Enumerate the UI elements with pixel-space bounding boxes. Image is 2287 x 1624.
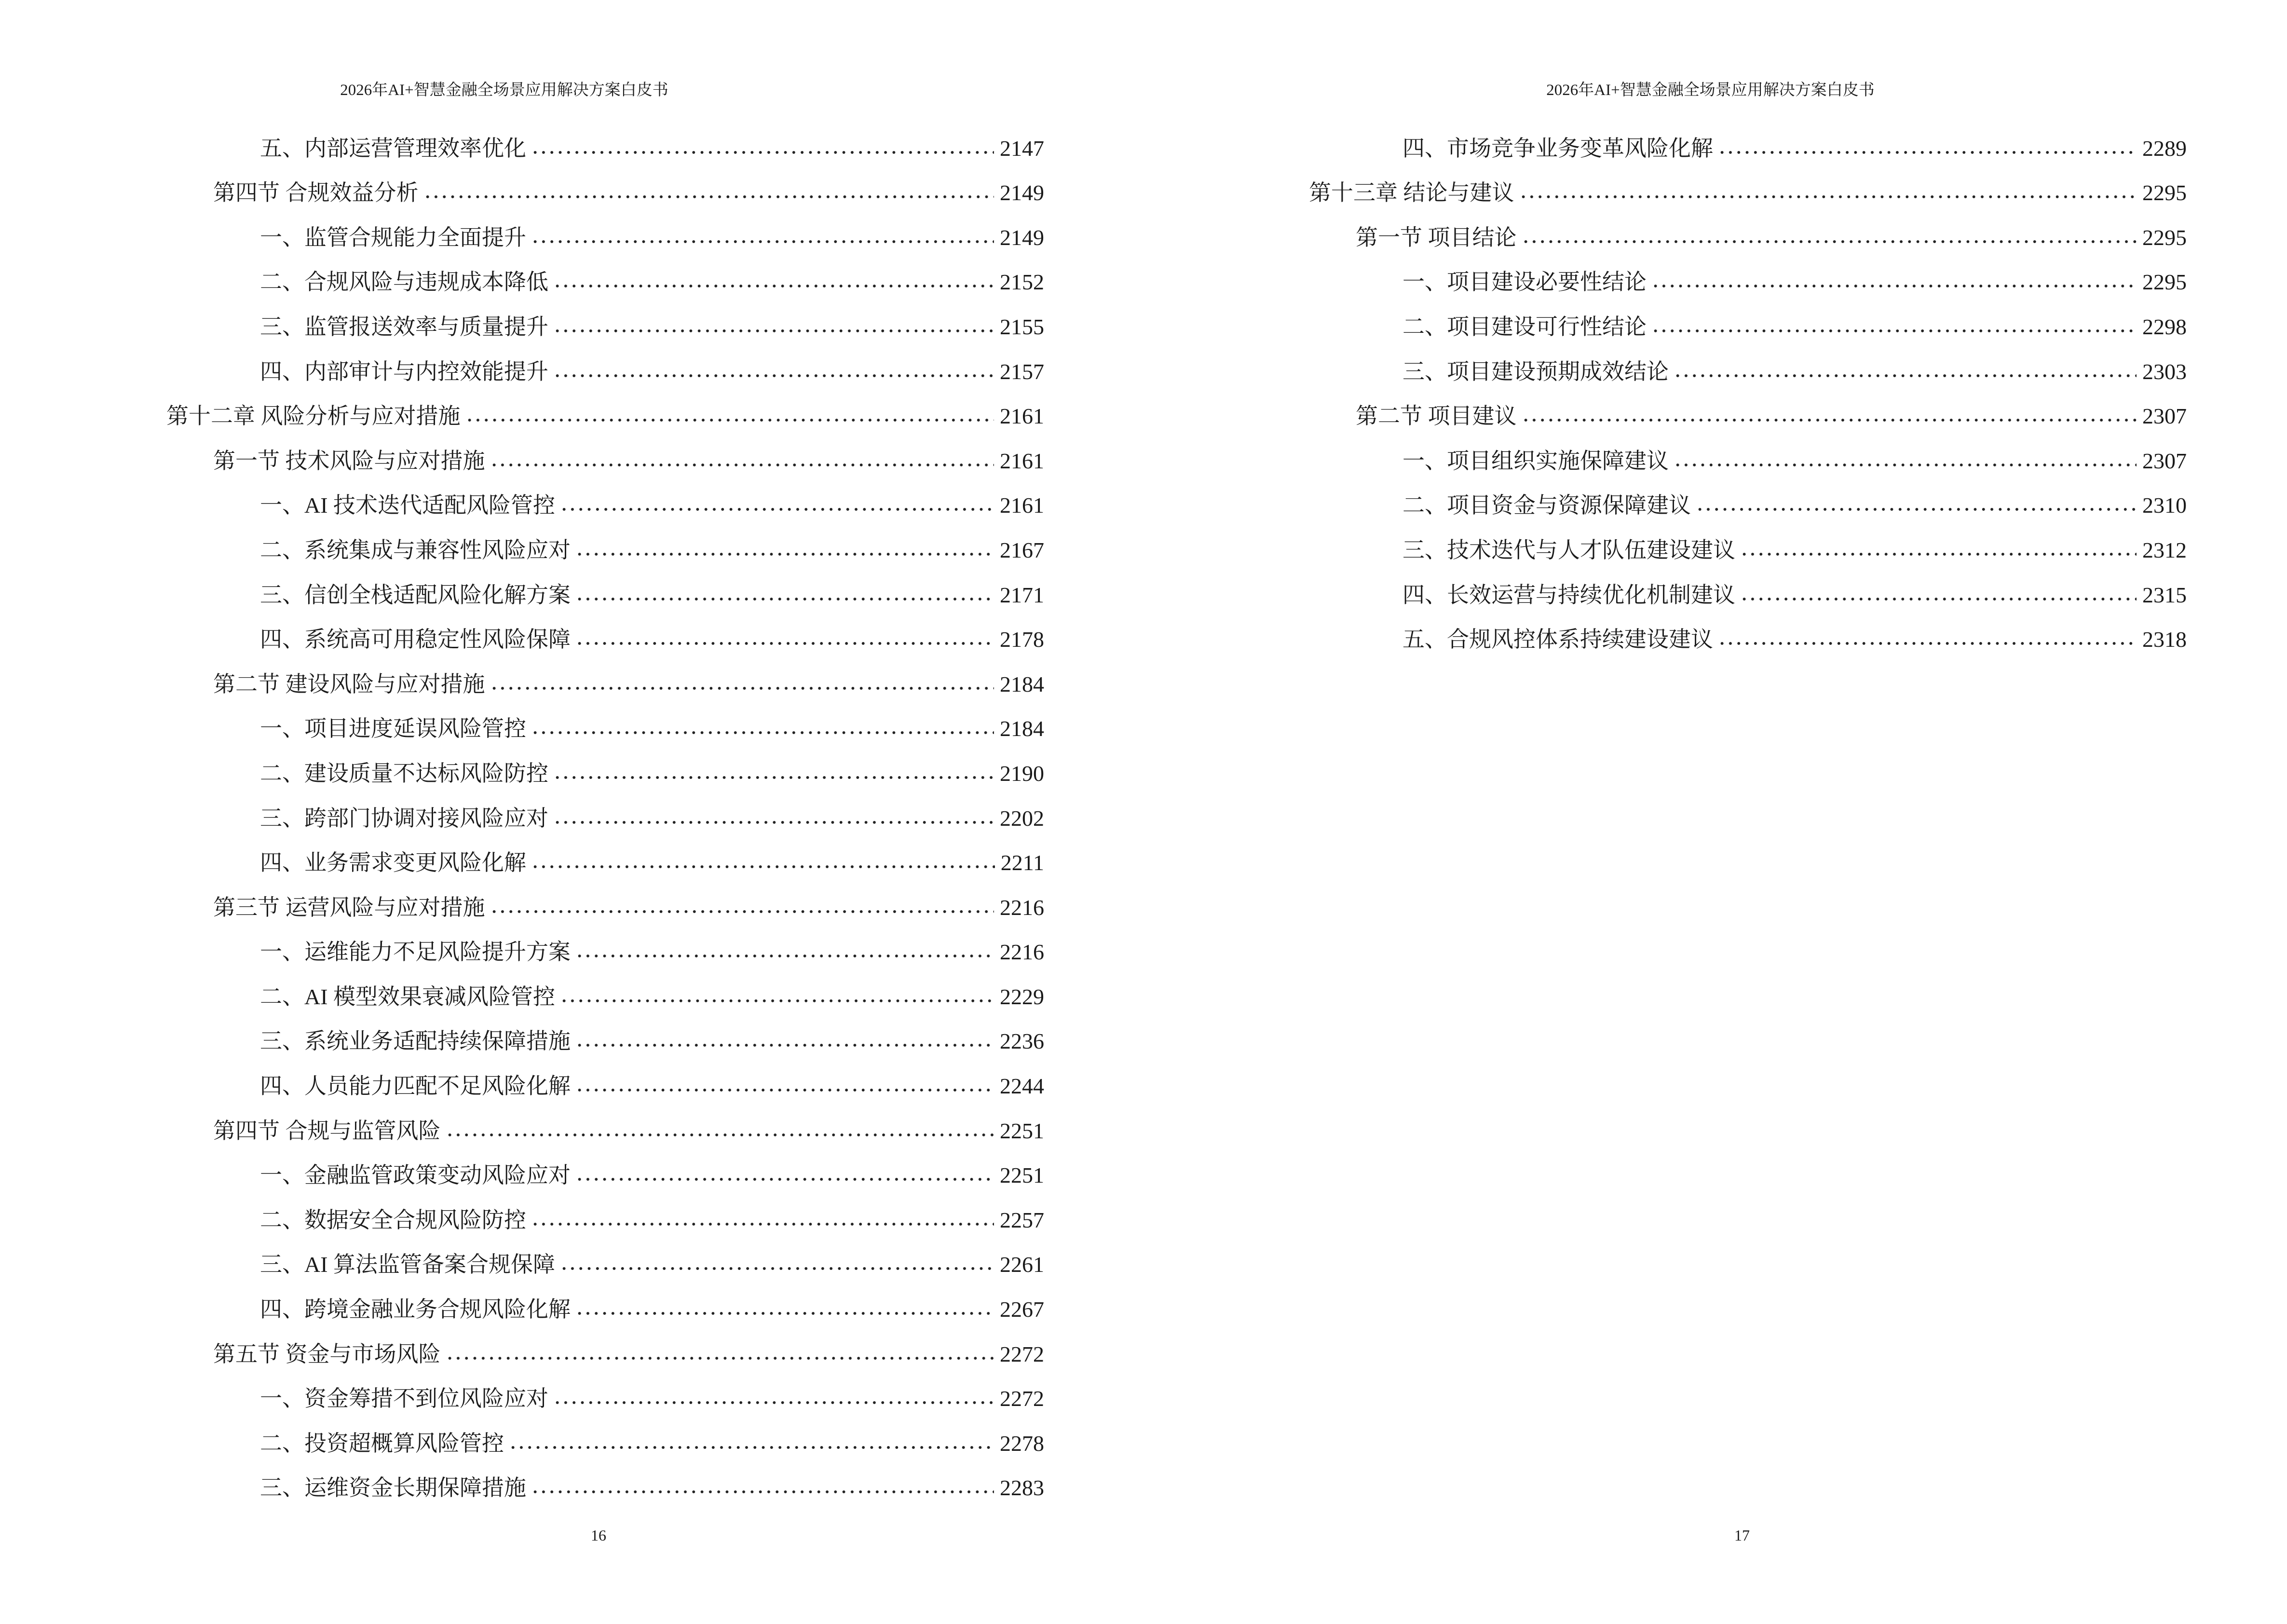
- toc-entry-title: 一、监管合规能力全面提升: [260, 225, 526, 250]
- toc-entry[interactable]: [166, 252, 1044, 297]
- toc-entry[interactable]: [166, 1458, 1044, 1503]
- toc-entry-title: 五、内部运营管理效率优化: [260, 136, 526, 161]
- dot-leader: [575, 1085, 994, 1095]
- toc-entry-page: 2251: [1000, 1163, 1044, 1188]
- toc-entry-title: 一、项目组织实施保障建议: [1402, 448, 1669, 473]
- toc-entry-title: 第十三章 结论与建议: [1309, 180, 1514, 205]
- toc-entry-page: 2216: [1000, 940, 1044, 965]
- toc-entry-page: 2244: [1000, 1074, 1044, 1099]
- dot-leader: [1674, 371, 2137, 381]
- toc-entry-page: 2149: [1000, 180, 1044, 205]
- toc-entry-title: 二、AI 模型效果衰减风险管控: [260, 984, 556, 1009]
- toc-entry-page: 2267: [1000, 1297, 1044, 1322]
- page-header-title: 2026年AI+智慧金融全场景应用解决方案白皮书: [1546, 82, 1875, 99]
- toc-entry[interactable]: [166, 386, 1044, 431]
- toc-entry-title: 二、数据安全合规风险防控: [260, 1207, 526, 1232]
- toc-entry-title: 二、建设质量不达标风险防控: [260, 761, 548, 786]
- toc-list: [166, 118, 1044, 1502]
- dot-leader: [1651, 326, 2137, 336]
- toc-entry-page: 2178: [1000, 627, 1044, 652]
- toc-entry-title: 三、技术迭代与人才队伍建设建议: [1402, 537, 1735, 562]
- toc-entry-page: 2261: [1000, 1252, 1044, 1277]
- toc-entry-page: 2147: [1000, 136, 1044, 161]
- dot-leader: [531, 237, 994, 246]
- page-number: 16: [591, 1527, 606, 1544]
- toc-entry[interactable]: [166, 922, 1044, 967]
- toc-entry-page: 2216: [1000, 895, 1044, 920]
- dot-leader: [490, 460, 994, 470]
- dot-leader: [1740, 594, 2137, 604]
- toc-entry[interactable]: [1309, 252, 2187, 297]
- toc-entry[interactable]: [166, 1011, 1044, 1056]
- toc-entry-title: 五、合规风控体系持续建设建议: [1402, 627, 1713, 652]
- dot-leader: [531, 1487, 994, 1497]
- toc-entry-title: 三、运维资金长期保障措施: [260, 1475, 526, 1501]
- toc-entry-title: 四、人员能力匹配不足风险化解: [260, 1074, 571, 1099]
- toc-entry-page: 2171: [1000, 582, 1044, 607]
- toc-entry[interactable]: [1309, 476, 2187, 520]
- toc-entry[interactable]: [166, 520, 1044, 565]
- toc-entry[interactable]: [166, 1190, 1044, 1235]
- toc-entry[interactable]: [1309, 610, 2187, 655]
- toc-entry[interactable]: [166, 1413, 1044, 1458]
- dot-leader: [446, 1353, 994, 1363]
- dot-leader: [1522, 415, 2137, 425]
- toc-entry[interactable]: [166, 877, 1044, 922]
- toc-entry[interactable]: [166, 1279, 1044, 1324]
- toc-entry-title: 四、业务需求变更风险化解: [260, 850, 526, 875]
- toc-entry[interactable]: [166, 788, 1044, 833]
- dot-leader: [553, 371, 994, 381]
- toc-entry-title: 第四节 合规与监管风险: [213, 1118, 441, 1143]
- dot-leader: [531, 148, 994, 157]
- toc-entry-page: 2315: [2142, 582, 2187, 607]
- toc-entry-page: 2184: [1000, 671, 1044, 696]
- dot-leader: [531, 1219, 994, 1229]
- toc-entry[interactable]: [166, 565, 1044, 610]
- toc-entry-title: 三、跨部门协调对接风险应对: [260, 805, 548, 831]
- toc-entry-title: 第一节 项目结论: [1356, 225, 1517, 250]
- toc-entry-page: 2152: [1000, 270, 1044, 295]
- dot-leader: [560, 505, 994, 514]
- toc-entry[interactable]: [166, 1369, 1044, 1414]
- toc-entry-title: 第一节 技术风险与应对措施: [213, 448, 485, 473]
- toc-entry-page: 2289: [2142, 136, 2187, 161]
- toc-entry-title: 四、长效运营与持续优化机制建议: [1402, 582, 1735, 607]
- toc-entry[interactable]: [166, 118, 1044, 163]
- toc-entry[interactable]: [166, 967, 1044, 1011]
- toc-entry[interactable]: [166, 476, 1044, 520]
- toc-entry-title: 一、运维能力不足风险提升方案: [260, 940, 571, 965]
- dot-leader: [553, 281, 994, 291]
- toc-entry-title: 二、项目资金与资源保障建议: [1402, 493, 1691, 518]
- toc-entry-page: 2295: [2142, 225, 2187, 250]
- dot-leader: [1696, 505, 2137, 514]
- toc-entry[interactable]: [1309, 297, 2187, 341]
- toc-entry-page: 2295: [2142, 180, 2187, 205]
- dot-leader: [560, 1264, 994, 1273]
- toc-entry-page: 2161: [1000, 448, 1044, 473]
- toc-entry-page: 2310: [2142, 493, 2187, 518]
- toc-entry-page: 2236: [1000, 1029, 1044, 1054]
- toc-entry[interactable]: [1309, 341, 2187, 386]
- dot-leader: [1740, 549, 2137, 559]
- dot-leader: [553, 326, 994, 336]
- toc-entry-page: 2303: [2142, 359, 2187, 384]
- toc-entry-page: 2307: [2142, 448, 2187, 473]
- toc-entry[interactable]: [166, 833, 1044, 878]
- toc-entry-title: 一、资金筹措不到位风险应对: [260, 1386, 548, 1411]
- dot-leader: [575, 1174, 994, 1184]
- dot-leader: [575, 594, 994, 604]
- dot-leader: [575, 639, 994, 648]
- toc-entry-title: 第二节 项目建议: [1356, 404, 1517, 429]
- dot-leader: [1718, 148, 2137, 157]
- toc-entry-page: 2298: [2142, 314, 2187, 339]
- toc-entry-page: 2272: [1000, 1386, 1044, 1411]
- toc-entry[interactable]: [166, 297, 1044, 341]
- dot-leader: [575, 1309, 994, 1318]
- dot-leader: [423, 192, 994, 202]
- toc-entry[interactable]: [166, 1324, 1044, 1369]
- dot-leader: [531, 862, 995, 872]
- toc-entry[interactable]: [166, 1056, 1044, 1101]
- toc-entry[interactable]: [1309, 118, 2187, 163]
- toc-entry-page: 2157: [1000, 359, 1044, 384]
- toc-entry-page: 2295: [2142, 270, 2187, 295]
- toc-entry-title: 一、AI 技术迭代适配风险管控: [260, 493, 556, 518]
- dot-leader: [531, 728, 994, 737]
- dot-leader: [1718, 639, 2137, 648]
- dot-leader: [560, 996, 994, 1006]
- dot-leader: [446, 1130, 994, 1140]
- toc-entry-page: 2312: [2142, 537, 2187, 562]
- toc-entry[interactable]: [166, 207, 1044, 252]
- toc-entry[interactable]: [166, 610, 1044, 655]
- toc-entry-page: 2318: [2142, 627, 2187, 652]
- dot-leader: [553, 773, 994, 782]
- toc-entry-title: 三、项目建设预期成效结论: [1402, 359, 1669, 384]
- toc-entry-page: 2278: [1000, 1431, 1044, 1456]
- toc-entry-title: 三、信创全栈适配风险化解方案: [260, 582, 571, 607]
- toc-entry[interactable]: [166, 654, 1044, 699]
- dot-leader: [509, 1443, 994, 1452]
- toc-entry-title: 四、跨境金融业务合规风险化解: [260, 1297, 571, 1322]
- toc-entry-page: 2257: [1000, 1207, 1044, 1232]
- toc-entry[interactable]: [166, 341, 1044, 386]
- dot-leader: [553, 1398, 994, 1407]
- toc-entry-title: 四、市场竞争业务变革风险化解: [1402, 136, 1713, 161]
- toc-entry-page: 2251: [1000, 1118, 1044, 1143]
- toc-entry[interactable]: [166, 743, 1044, 788]
- page-right: [1144, 0, 2287, 1624]
- toc-entry-title: 第五节 资金与市场风险: [213, 1341, 441, 1366]
- toc-entry-page: 2283: [1000, 1475, 1044, 1501]
- toc-entry[interactable]: [166, 699, 1044, 744]
- page-number: 17: [1734, 1527, 1750, 1544]
- toc-entry[interactable]: [166, 1146, 1044, 1190]
- toc-entry[interactable]: [1309, 163, 2187, 208]
- dot-leader: [575, 549, 994, 559]
- dot-leader: [575, 951, 994, 961]
- dot-leader: [1651, 281, 2137, 291]
- toc-entry-title: 第三节 运营风险与应对措施: [213, 895, 485, 920]
- toc-entry-title: 三、系统业务适配持续保障措施: [260, 1029, 571, 1054]
- toc-entry[interactable]: [166, 431, 1044, 476]
- dot-leader: [553, 818, 994, 827]
- toc-entry-title: 二、投资超概算风险管控: [260, 1431, 504, 1456]
- dot-leader: [575, 1040, 994, 1050]
- dot-leader: [490, 683, 994, 693]
- toc-entry-page: 2149: [1000, 225, 1044, 250]
- toc-entry-page: 2161: [1000, 404, 1044, 429]
- dot-leader: [1674, 460, 2137, 470]
- toc-entry[interactable]: [1309, 207, 2187, 252]
- toc-entry-page: 2211: [1000, 850, 1044, 875]
- toc-entry-title: 一、金融监管政策变动风险应对: [260, 1163, 571, 1188]
- dot-leader: [465, 415, 994, 425]
- toc-entry-title: 第四节 合规效益分析: [213, 180, 419, 205]
- toc-entry-title: 四、系统高可用稳定性风险保障: [260, 627, 571, 652]
- toc-entry-page: 2272: [1000, 1341, 1044, 1366]
- toc-entry[interactable]: [166, 1235, 1044, 1280]
- toc-entry-title: 一、项目进度延误风险管控: [260, 716, 526, 741]
- dot-leader: [1522, 237, 2137, 246]
- toc-entry[interactable]: [166, 163, 1044, 208]
- toc-entry-page: 2307: [2142, 404, 2187, 429]
- toc-entry-page: 2202: [1000, 805, 1044, 831]
- toc-entry-title: 二、系统集成与兼容性风险应对: [260, 537, 571, 562]
- toc-entry-title: 二、项目建设可行性结论: [1402, 314, 1647, 339]
- toc-entry-page: 2190: [1000, 761, 1044, 786]
- toc-entry[interactable]: [1309, 520, 2187, 565]
- toc-entry[interactable]: [166, 1101, 1044, 1146]
- toc-entry-page: 2184: [1000, 716, 1044, 741]
- toc-entry-title: 第二节 建设风险与应对措施: [213, 671, 485, 696]
- toc-entry-page: 2229: [1000, 984, 1044, 1009]
- toc-entry-title: 二、合规风险与违规成本降低: [260, 270, 548, 295]
- dot-leader: [490, 907, 994, 916]
- dot-leader: [1519, 192, 2137, 202]
- toc-entry-title: 第十二章 风险分析与应对措施: [166, 404, 461, 429]
- toc-list: [1309, 118, 2187, 654]
- toc-entry[interactable]: [1309, 431, 2187, 476]
- toc-entry-title: 一、项目建设必要性结论: [1402, 270, 1647, 295]
- toc-entry[interactable]: [1309, 565, 2187, 610]
- toc-entry[interactable]: [1309, 386, 2187, 431]
- toc-entry-page: 2167: [1000, 537, 1044, 562]
- toc-entry-title: 四、内部审计与内控效能提升: [260, 359, 548, 384]
- toc-entry-title: 三、监管报送效率与质量提升: [260, 314, 548, 339]
- toc-entry-title: 三、AI 算法监管备案合规保障: [260, 1252, 556, 1277]
- toc-entry-page: 2155: [1000, 314, 1044, 339]
- toc-entry-page: 2161: [1000, 493, 1044, 518]
- page-header-title: 2026年AI+智慧金融全场景应用解决方案白皮书: [340, 82, 668, 99]
